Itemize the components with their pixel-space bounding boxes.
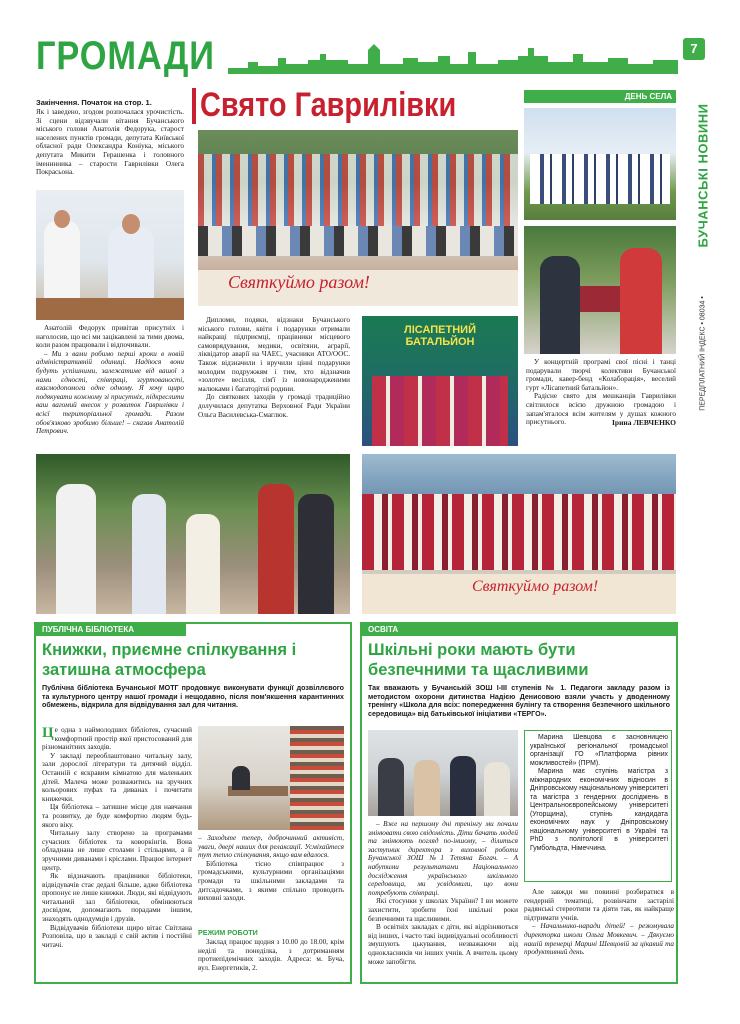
library-caption: – Заходьте тепер, доброчинний активіст, уваги, двері наших для релаксації. Усміхайтеся тут тепло спілкування, якщо вам вдалося. <box>198 834 344 860</box>
choir-banner-text: Святкуймо разом! <box>472 578 599 595</box>
education-paragraph: В освітніх закладах є діти, які відрізняються від інших, і часто такі індивідуальні особливості змушують цькування, незважаючи від однокласників чи інших учнів. А вчитель цьому може запобігти. <box>368 923 518 966</box>
library-paragraph-text: е одна з наймолодших бібліотек, сучасний комфортний простір якої пристосований для різноманітних заходів. <box>42 726 192 752</box>
library-schedule-text: Заклад працює щодня з 10.00 до 18.00, крім неділі та понеділка, з дотриманням протиепідемічних заходів. Адреса: м. Буча, вул. Енергетиків, 2. <box>198 938 344 972</box>
education-bio <box>530 734 668 853</box>
main-paragraph: Радісне свято для мешканців Гаврилівки світлилося всією дружною громадою і запам'яталося всім жителям у душах кожного присутнього. <box>526 392 676 427</box>
education-paragraph: Але завжди ми повинні розбиратися в гендерній тематиці, розвінчати застарілі радянські стереотипи та діяти так, як найкраще підтримати учнів. <box>524 888 674 922</box>
main-paragraph: Дипломи, подяки, відзнаки Бучанського міського голови, квіти і подарунки отримали найкращі підприємці, працівники місцевого самоврядування, медики, освітяни, аграрії, ліквідатор аварії на ЧАЕС, учасники АТО/ООС. Також відзначили і вручили цінні подарунки молодим подружжям і тим, хто відзначив «золоте» весілля, сім'ї із новонародженими малюками і багатодітні родини. <box>198 316 350 393</box>
skyline-graphic <box>228 40 678 74</box>
education-section-label: ОСВІТА <box>362 624 676 636</box>
main-text-col2 <box>198 316 350 419</box>
photo-speakers <box>36 190 184 320</box>
main-text-col3 <box>526 358 676 427</box>
headline-accent <box>192 88 196 124</box>
education-quote: – Начальнико-наради дітей! – резюмувала директорка школи Ольга Мовкевич. – Дякуємо нашій тренерці Марині Шевцовій за цікавий та продуктивний день. <box>524 922 674 957</box>
library-paragraph: Читальну залу створено за програмами сучасних бібліотек та коворкінгів. Вона обладнана не лише столами і стільцями, а й зручними диванами і кріслами. Працює інтернет центр. <box>42 829 192 872</box>
section-title: ГРОМАДИ <box>36 34 215 78</box>
author-signature: Ірина ЛЕВЧЕНКО <box>611 418 676 427</box>
main-text-col1-top <box>36 108 184 177</box>
library-paragraph: Ця бібліотека – затишне місце для навчання та розвитку, де буде комфортно людям будь-якого віку. <box>42 803 192 829</box>
main-paragraph: До святкових заходів у громаді традиційно долучилася депутатка Верховної Ради України Ольга Василевська-Смаглюк. <box>198 393 350 419</box>
library-paragraph: У закладі переоблаштовано читальну залу, зали дорослої літератури та дитячий відділ. Останній є яскравим кімнатою для маленьких дітей. Малеча може розважитись на зручних кольорових пуфах та диванах і почитати книжечки. <box>42 751 192 803</box>
education-paragraph: Які стосунки у школах України? І ви можете захистити, зробити їхні шкільні роки безпечними та щасливими. <box>368 897 518 923</box>
drop-cap: Ц <box>42 725 54 741</box>
photo-stage-award <box>198 130 518 306</box>
library-paragraph: Відвідувачів бібліотеки щиро вітає Світлана Розповіла, що в закладі є свій актив і постійні читачі. <box>42 923 192 949</box>
photo-library-reading <box>198 726 344 830</box>
library-lead: Публічна бібліотека Бучанської МОТГ продовжує виконувати функції дозвіллєвого та культурного центру нашої громади і нещодавно, після пом'якшення карантинних обмежень, відкрила для відвідування зал для читання. <box>42 684 344 710</box>
education-col2 <box>524 888 674 957</box>
day-label: ДЕНЬ СЕЛА <box>624 92 672 101</box>
side-brand: БУЧАНСЬКІ НОВИНИ <box>695 103 711 248</box>
photo-officials-group <box>524 108 676 220</box>
photo-couples-flowers <box>36 454 350 614</box>
library-col2 <box>198 834 344 903</box>
education-col1 <box>368 820 518 966</box>
main-paragraph: Як і заведено, згодом розпочалася урочистість. Зі сцени відзвучали вітання Бучанського міського голови Анатолія Федорука, старост населених пунктів громади, депутата Київської обласної ради Олександра Коніука, міського депутата Микити Герашенка і головного іменинника – старости Гаврилівки Олега Покрасьона. <box>36 108 184 177</box>
education-caption: – Вже на першому дні тренінгу ми почали змінювати свою свідомість. Діти бачать людей та змінюють погляд по-іншому, – ділиться заступник директора з виховної роботи Бучанської ЗОШ №1 Тетяна Богач. – А набутими результатами Національного дослідження українського шкільного середовища, ми усвідомили, що вони потребують співпраці. <box>368 820 518 897</box>
education-headline: Шкільні роки мають бути безпечними та щасливими <box>368 641 589 679</box>
library-paragraph: Як відзначають працівники бібліотеки, відвідувачів стає дедалі більше, адже бібліотека пропонує не лише книжки. Люди, які відвідують читальний зал бібліотеки, обмінюються досвідом, допомагають порадами іншим, знаходять однодумців і друзів. <box>42 872 192 924</box>
education-bio-paragraph: Марина має ступінь магістра з міжнародних економічних відносин в Дніпровському національному університеті та магістра з гендерних досліджень в Центральноєвропейському університеті (Угорщина), ступінь кандидата економічних наук у Дніпровському національному університеті в Україні та PhD з політології в університеті Гумбольдта, Німеччина. <box>530 768 668 852</box>
main-quote: – Ми з вами робимо перші кроки в новій адміністративній одиниці. Надіюся вони будуть успішними, залежатиме від вашої з нами єдності, співпраці, згуртованості, взаємодопомоги одне одному. Я хочу щиро подякувати кожному зі присутніх, підкреслити ваш вагомий внесок у розвиток Гаврилівки і всієї територіальної громади. Разом обов'язково зробимо більше! – сказав Анатолій Петрович. <box>36 349 184 436</box>
photo-training-session <box>368 730 518 816</box>
main-paragraph: Анатолій Федорук привітав присутніх і наголосив, що всі ми зацікавлені за тими двома, коли разом працювали і відпочивали. <box>36 324 184 350</box>
stage-banner-text: Святкуймо разом! <box>228 272 370 292</box>
photo-award-handing <box>524 226 676 354</box>
page-number: 7 <box>690 41 698 56</box>
kicker: Закінчення. Початок на стор. 1. <box>36 98 152 107</box>
photo-folk-choir <box>362 454 676 614</box>
library-col1 <box>42 726 192 949</box>
main-text-col1-bottom <box>36 324 184 436</box>
library-paragraph: Бібліотека тісно співпрацює з громадськими, культурними організаціями громади та шкільними закладами та дитсадочками, з якими спільно проводить виховні заходи. <box>198 859 344 903</box>
education-lead: Так вважають у Бучанській ЗОШ І-ІІІ ступенів № 1. Педагоги закладу разом із методистом охорони дитинства Надією Денисовою взяли участь у дводенному тренінгу «Школа для всіх: попередження булінгу та створення безпечного шкільного середовища» від батьківської ініціативи «ТЕРГО». <box>368 684 670 718</box>
main-paragraph: У концертній програмі свої пісні і танці подарували творчі колективи Бучанської громади, кавер-бенд «Колаборація», веселий гурт «Лісапетний батальйон». <box>526 358 676 392</box>
library-section-label: ПУБЛІЧНА БІБЛІОТЕКА <box>36 624 186 636</box>
library-paragraph <box>42 726 192 752</box>
education-bio-paragraph: Марина Шевцова є засновницею української регіональної громадської організації ГО «Платформа рівних можливостей» (ПРМ). <box>530 734 668 767</box>
library-schedule <box>198 938 344 972</box>
stage-sign: ЛІСАПЕТНИЙ БАТАЛЬЙОН <box>404 324 476 348</box>
photo-lisapetny-batalion <box>362 316 518 446</box>
side-index: ПЕРЕДПЛАТНИЙ ІНДЕКС • 08034 • <box>699 296 707 411</box>
library-schedule-title: РЕЖИМ РОБОТИ <box>198 928 258 937</box>
library-headline: Книжки, приємне спілкування і затишна атмосфера <box>42 641 297 679</box>
main-headline: Свято Гаврилівки <box>200 86 457 124</box>
